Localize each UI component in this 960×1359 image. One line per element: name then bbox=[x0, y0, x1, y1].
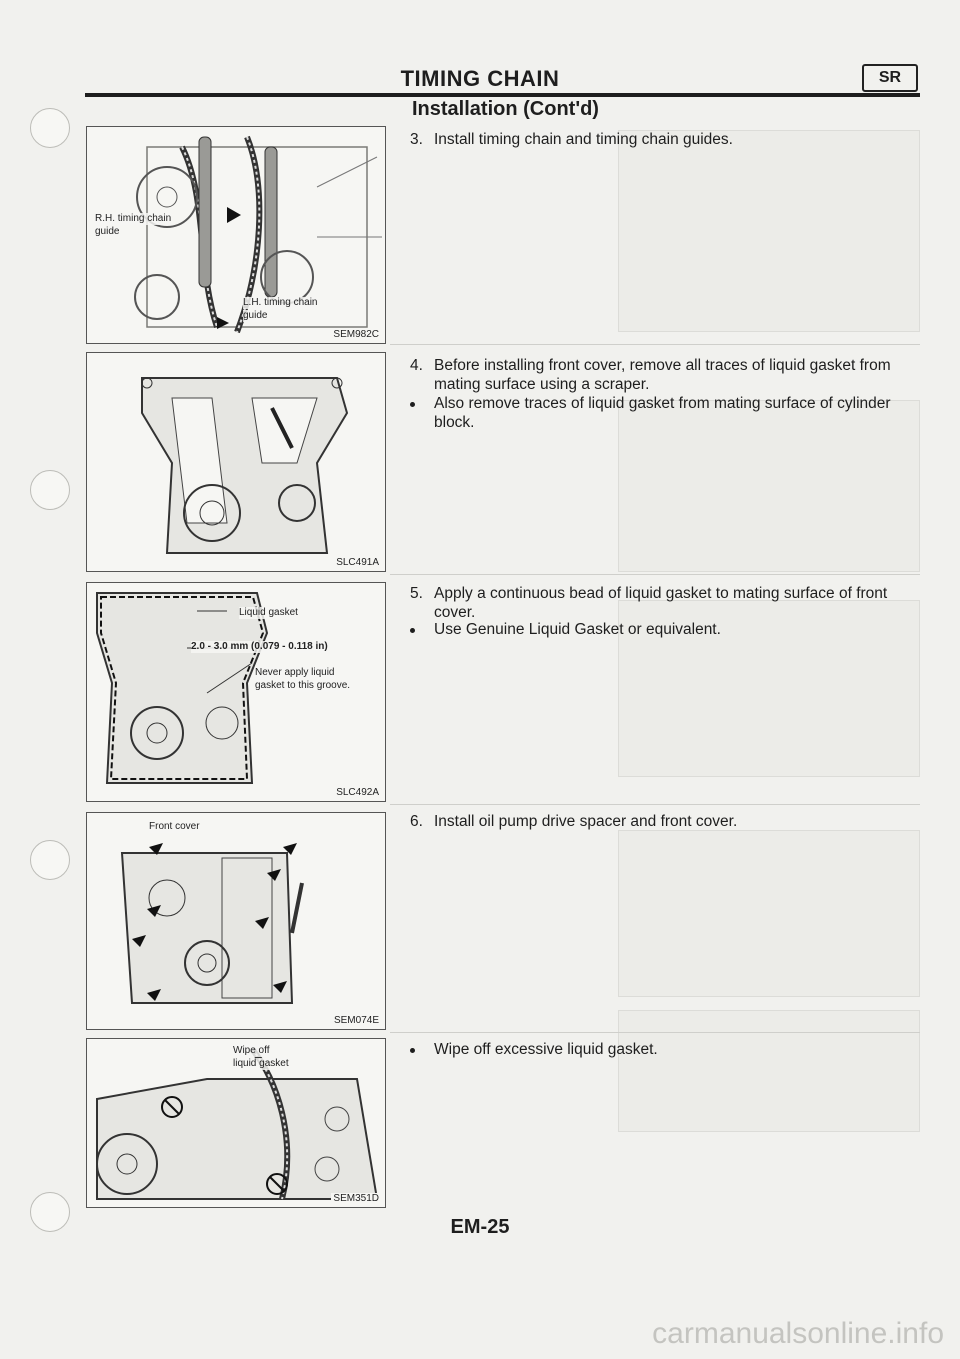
figure-code: SLC491A bbox=[336, 557, 379, 568]
rh-guide-label-line1: R.H. timing chain bbox=[95, 213, 172, 224]
show-through-ghost bbox=[618, 1010, 920, 1132]
section-divider bbox=[390, 344, 920, 345]
bullet-genuine-gasket bbox=[410, 620, 910, 639]
bead-width-label: 2.0 - 3.0 mm (0.079 - 0.118 in) bbox=[191, 641, 328, 652]
figure-code: SEM351D bbox=[333, 1193, 379, 1204]
step-number: 4. bbox=[410, 357, 423, 374]
gasket-bead-illustration bbox=[87, 583, 385, 801]
wipe-off-label-line2: liquid gasket bbox=[233, 1058, 289, 1069]
step-text: Install timing chain and timing chain guides. bbox=[434, 131, 733, 148]
never-apply-label-line1: Never apply liquid bbox=[255, 667, 335, 678]
lh-guide-label-line2: guide bbox=[243, 310, 268, 321]
step-text: Install oil pump drive spacer and front cover. bbox=[434, 813, 738, 830]
bullet-cylinder-block bbox=[410, 394, 910, 432]
punch-hole bbox=[30, 840, 70, 880]
wipe-off-label-line1: Wipe off bbox=[233, 1045, 270, 1056]
section-divider bbox=[390, 574, 920, 575]
section-divider bbox=[390, 804, 920, 805]
bullet-text: Also remove traces of liquid gasket from mating surface of cylinder block. bbox=[434, 395, 891, 431]
step-text: Before installing front cover, remove all traces of liquid gasket from mating surface using a scraper. bbox=[434, 357, 891, 393]
punch-hole bbox=[30, 470, 70, 510]
show-through-ghost bbox=[618, 830, 920, 997]
never-apply-label-line2: gasket to this groove. bbox=[255, 680, 351, 691]
header-rule bbox=[85, 93, 920, 97]
step-4 bbox=[410, 356, 910, 394]
front-cover-install-illustration bbox=[87, 813, 385, 1029]
figure-code: SEM982C bbox=[333, 329, 379, 340]
front-cover-label: Front cover bbox=[149, 821, 200, 832]
figure-front-cover-install bbox=[86, 812, 386, 1030]
step-6 bbox=[410, 812, 910, 831]
figure-wipe-gasket bbox=[86, 1038, 386, 1208]
step-text: Apply a continuous bead of liquid gasket to mating surface of front cover. bbox=[434, 585, 888, 621]
timing-chain-illustration bbox=[87, 127, 385, 343]
bullet-dot bbox=[410, 628, 415, 633]
lh-guide-label-line1: L.H. timing chain bbox=[243, 297, 318, 308]
figure-front-cover-clean bbox=[86, 352, 386, 572]
step-number: 5. bbox=[410, 585, 423, 602]
figure-code: SEM074E bbox=[333, 1015, 379, 1026]
rh-guide-label-line2: guide bbox=[95, 226, 120, 237]
punch-hole bbox=[30, 108, 70, 148]
site-watermark: carmanualsonline.info bbox=[652, 1317, 944, 1350]
step-number: 3. bbox=[410, 131, 423, 148]
bullet-text: Wipe off excessive liquid gasket. bbox=[434, 1041, 658, 1058]
bullet-dot bbox=[410, 402, 415, 407]
bullet-text: Use Genuine Liquid Gasket or equivalent. bbox=[434, 621, 721, 638]
header-title: TIMING CHAIN bbox=[400, 66, 560, 91]
figure-code: SLC492A bbox=[336, 787, 379, 798]
front-cover-illustration bbox=[87, 353, 385, 571]
section-title: Installation (Cont'd) bbox=[412, 98, 599, 120]
section-divider bbox=[390, 1032, 920, 1033]
bullet-wipe-off bbox=[410, 1040, 910, 1059]
liquid-gasket-label: Liquid gasket bbox=[239, 607, 298, 618]
bullet-dot bbox=[410, 1048, 415, 1053]
step-number: 6. bbox=[410, 813, 423, 830]
step-5 bbox=[410, 584, 910, 622]
engine-tag-badge: SR bbox=[862, 64, 918, 92]
page-number: EM-25 bbox=[450, 1216, 510, 1238]
step-3 bbox=[410, 130, 910, 149]
figure-timing-chain-guides bbox=[86, 126, 386, 344]
figure-liquid-gasket-bead bbox=[86, 582, 386, 802]
show-through-ghost bbox=[618, 130, 920, 332]
